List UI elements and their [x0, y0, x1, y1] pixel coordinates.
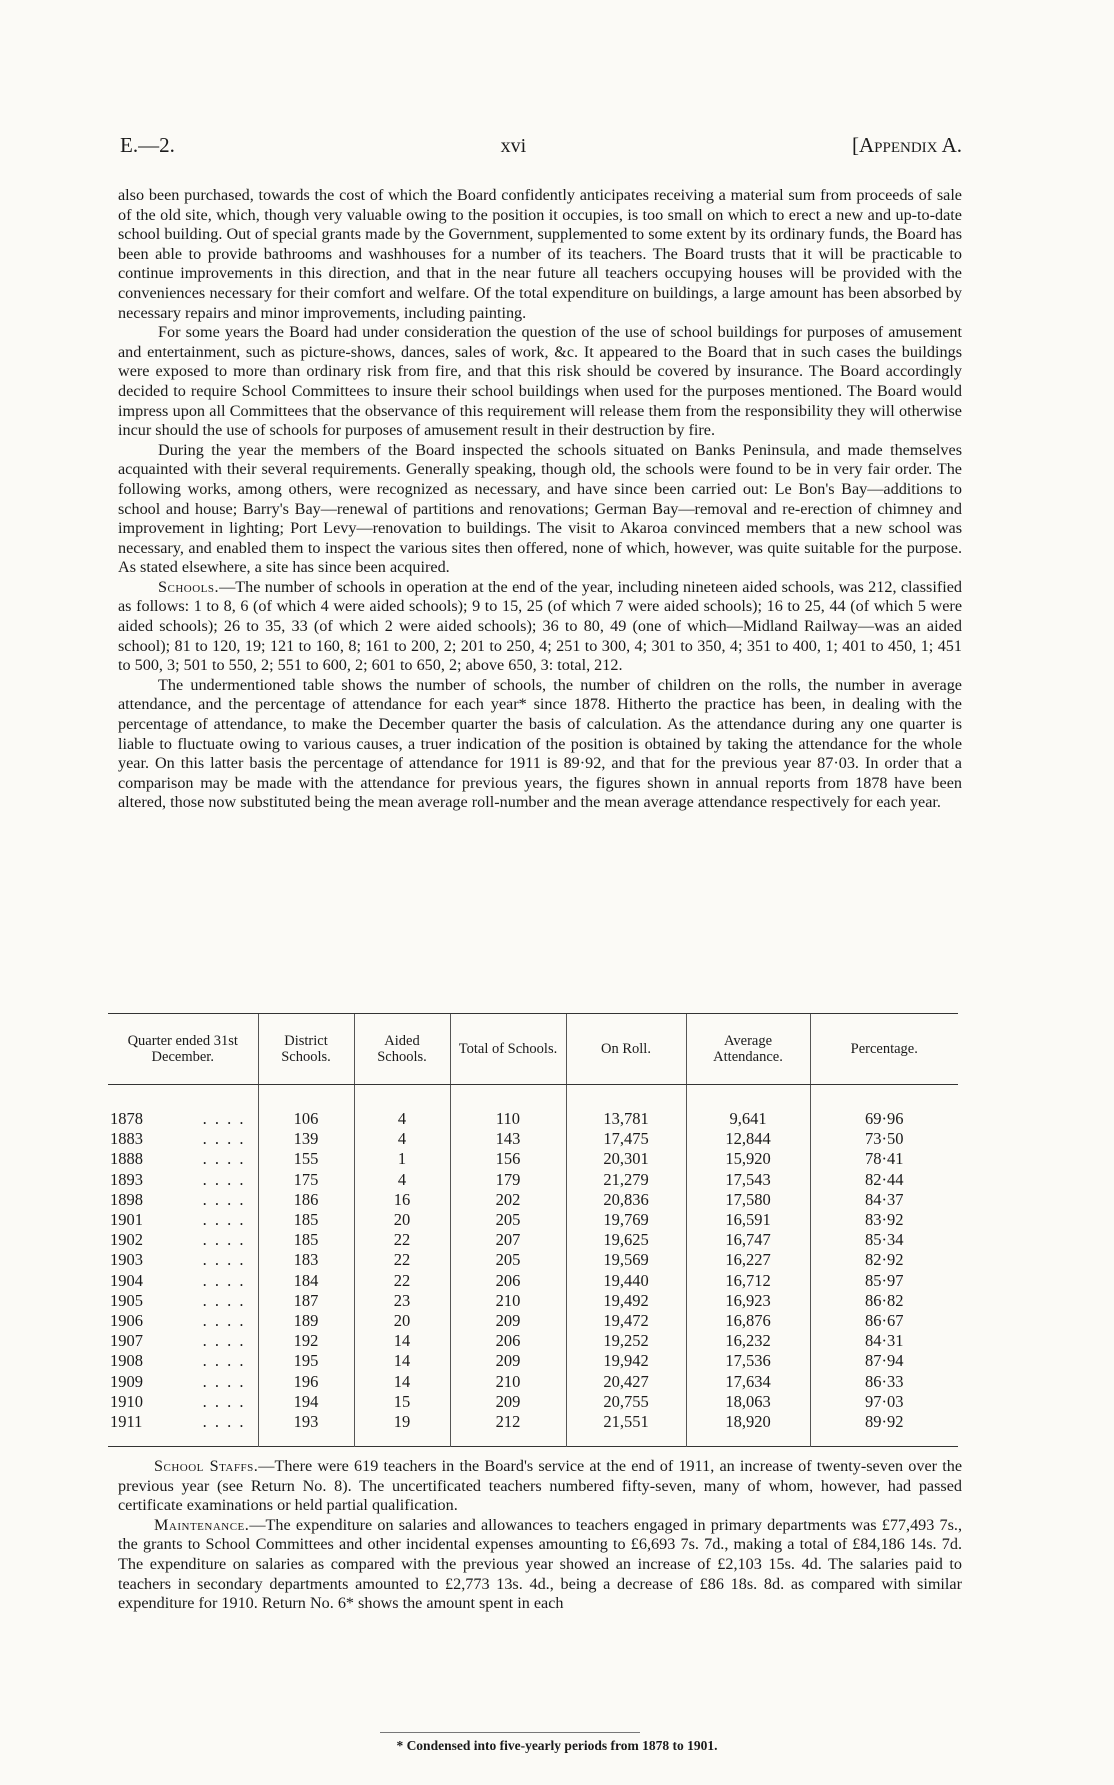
attendance-cell: 16,591 [686, 1210, 810, 1230]
year-label: 1906 [110, 1311, 143, 1331]
attendance-table-wrap [108, 1013, 958, 1447]
percentage-cell: 82·92 [810, 1250, 958, 1270]
leader-dots: . . . . [202, 1331, 246, 1351]
year-cell [108, 1392, 258, 1412]
attendance-cell: 16,747 [686, 1230, 810, 1250]
table-row [108, 1109, 958, 1129]
total-cell: 206 [450, 1271, 566, 1291]
leader-dots: . . . . [202, 1351, 246, 1371]
percentage-cell: 83·92 [810, 1210, 958, 1230]
total-cell: 209 [450, 1311, 566, 1331]
schools-heading: Schools. [158, 577, 220, 596]
year-cell [108, 1149, 258, 1169]
leader-dots: . . . . [202, 1250, 246, 1270]
attendance-cell: 12,844 [686, 1129, 810, 1149]
district-cell: 139 [258, 1129, 354, 1149]
percentage-cell: 86·33 [810, 1372, 958, 1392]
year-cell [108, 1109, 258, 1129]
district-cell: 186 [258, 1190, 354, 1210]
attendance-cell: 17,634 [686, 1372, 810, 1392]
year-label: 1883 [110, 1129, 143, 1149]
total-cell: 209 [450, 1351, 566, 1371]
staffs-text: —There were 619 teachers in the Board's service at the end of 1911, an increase of twenty-seven over the previous year (see Return No. 8). The uncertificated teachers numbered fifty-seven, many of whom, however, had passed certificate examinations or held partial qualification. [118, 1457, 963, 1515]
table-body [108, 1085, 958, 1447]
year-label: 1902 [110, 1230, 143, 1250]
leader-dots: . . . . [202, 1230, 246, 1250]
year-cell [108, 1210, 258, 1230]
percentage-cell: 97·03 [810, 1392, 958, 1412]
year-cell [108, 1311, 258, 1331]
col-header-percentage: Percentage. [810, 1014, 958, 1085]
percentage-cell: 82·44 [810, 1170, 958, 1190]
paragraph-schools [118, 578, 962, 676]
attendance-cell: 16,227 [686, 1250, 810, 1270]
year-cell [108, 1129, 258, 1149]
maintenance-heading: Maintenance. [154, 1515, 250, 1534]
percentage-cell: 89·92 [810, 1412, 958, 1447]
year-label: 1911 [110, 1412, 143, 1432]
roll-cell: 21,551 [566, 1412, 686, 1447]
total-cell: 205 [450, 1210, 566, 1230]
roll-cell: 19,569 [566, 1250, 686, 1270]
paragraph-insurance: For some years the Board had under consideration the question of the use of school buildings for purposes of amusement and entertainment, such as picture-shows, dances, sales of work, &c. It appeared to the Board that in such cases the buildings were exposed to more than ordinary risk from fire, and that this risk should be covered by insurance. The Board accordingly decided to require School Committees to insure their school buildings when used for the purposes mentioned. The Board would impress upon all Committees that the observance of this requirement will release them from the responsibility they will otherwise incur should the use of schools for purposes of amusement result in their destruction by fire. [118, 323, 962, 440]
table-row [108, 1250, 958, 1270]
district-cell: 175 [258, 1170, 354, 1190]
leader-dots: . . . . [202, 1129, 246, 1149]
total-cell: 210 [450, 1291, 566, 1311]
year-cell [108, 1351, 258, 1371]
year-label: 1893 [110, 1169, 143, 1189]
district-cell: 184 [258, 1271, 354, 1291]
leader-dots: . . . . [202, 1189, 246, 1209]
attendance-cell: 16,923 [686, 1291, 810, 1311]
percentage-cell: 69·96 [810, 1109, 958, 1129]
roll-cell: 19,472 [566, 1311, 686, 1331]
attendance-cell: 17,580 [686, 1190, 810, 1210]
paragraph-table-intro: The undermentioned table shows the number of schools, the number of children on the rolls, the number in average attendance, and the percentage of attendance for each year* since 1878. Hitherto the practice has been, in dealing with the percentage of attendance, to make the December quarter the basis of calculation. As the attendance during any one quarter is liable to fluctuate owing to various causes, a truer indication of the position is obtained by taking the attendance for the whole year. On this latter basis the percentage of attendance for 1911 is 89·92, and that for the previous year 87·03. In order that a comparison may be made with the attendance for previous years, the figures shown in annual reports from 1878 have been altered, those now substituted being the mean average roll-number and the mean average attendance respectively for each year. [118, 675, 962, 812]
roll-cell: 19,440 [566, 1271, 686, 1291]
leader-dots: . . . . [202, 1290, 246, 1310]
roll-cell: 13,781 [566, 1109, 686, 1129]
year-label: 1904 [110, 1270, 143, 1290]
total-cell: 156 [450, 1149, 566, 1169]
year-label: 1909 [110, 1371, 143, 1391]
year-label: 1907 [110, 1331, 143, 1351]
staffs-heading: School Staffs. [154, 1457, 259, 1475]
district-cell: 194 [258, 1392, 354, 1412]
percentage-cell: 86·82 [810, 1291, 958, 1311]
table-row [108, 1392, 958, 1412]
aided-cell: 23 [354, 1291, 450, 1311]
district-cell: 193 [258, 1412, 354, 1447]
aided-cell: 1 [354, 1149, 450, 1169]
page-number: xvi [500, 135, 527, 157]
aided-cell: 22 [354, 1230, 450, 1250]
table-row [108, 1149, 958, 1169]
footnote: * Condensed into five-yearly periods from 1878 to 1901. [396, 1738, 718, 1753]
year-label: 1878 [110, 1109, 143, 1128]
year-label: 1898 [110, 1189, 143, 1209]
year-cell [108, 1331, 258, 1351]
total-cell: 110 [450, 1109, 566, 1129]
attendance-cell: 18,920 [686, 1412, 810, 1447]
percentage-cell: 86·67 [810, 1311, 958, 1331]
year-cell [108, 1291, 258, 1311]
schools-text: —The number of schools in operation at the end of the year, including nineteen aided schools, was 212, classified as follows: 1 to 8, 6 (of which 4 were aided schools); 9 to 15, 25 (of which 7 were aided schools); 16 to 25, 44 (of which 5 were aided schools); 26 to 35, 33 (of which 2 were aided schools); 36 to 80, 49 (one of which—Midland Railway—was an aided school); 81 to 120, 19; 121 to 160, 8; 161 to 200, 2; 201 to 250, 4; 251 to 300, 4; 301 to 350, 4; 351 to 400, 1; 401 to 450, 1; 451 to 500, 3; 501 to 550, 2; 551 to 600, 2; 601 to 650, 2; above 650, 3: total, 212. [118, 577, 962, 675]
total-cell: 212 [450, 1412, 566, 1447]
paragraph-banks-peninsula: During the year the members of the Board inspected the schools situated on Banks Peninsula, and made themselves acquainted with their several requirements. Generally speaking, though old, the schools were found to be in very fair order. The following works, among others, were recognized as necessary, and have since been carried out: Le Bon's Bay—additions to school and house; Barry's Bay—renewal of partitions and renovations; German Bay—removal and re-erection of chimney and improvement in lighting; Port Levy—renovation to buildings. The visit to Akaroa convinced members that a new school was necessary, and enabled them to inspect the various sites then offered, none of which, however, was quite suitable for the purpose. As stated elsewhere, a site has since been acquired. [118, 440, 962, 577]
district-cell: 189 [258, 1311, 354, 1331]
table-row [108, 1170, 958, 1190]
attendance-cell: 17,543 [686, 1170, 810, 1190]
year-label: 1888 [110, 1149, 143, 1169]
district-cell: 106 [258, 1109, 354, 1129]
year-label: 1910 [110, 1391, 143, 1411]
year-label: 1901 [110, 1210, 143, 1230]
attendance-cell: 16,232 [686, 1331, 810, 1351]
year-cell [108, 1250, 258, 1270]
roll-cell: 21,279 [566, 1170, 686, 1190]
percentage-cell: 85·97 [810, 1271, 958, 1291]
roll-cell: 20,427 [566, 1372, 686, 1392]
col-header-aided: Aided Schools. [354, 1014, 450, 1085]
district-cell: 185 [258, 1210, 354, 1230]
year-cell [108, 1190, 258, 1210]
leader-dots: . . . . [202, 1169, 246, 1189]
district-cell: 155 [258, 1149, 354, 1169]
roll-cell: 19,942 [566, 1351, 686, 1371]
year-cell [108, 1230, 258, 1250]
percentage-cell: 87·94 [810, 1351, 958, 1371]
roll-cell: 19,769 [566, 1210, 686, 1230]
table-row [108, 1190, 958, 1210]
percentage-cell: 78·41 [810, 1149, 958, 1169]
leader-dots: . . . . [202, 1391, 246, 1411]
district-cell: 192 [258, 1331, 354, 1351]
body-text-lower [118, 1457, 962, 1614]
attendance-cell: 16,712 [686, 1271, 810, 1291]
district-cell: 185 [258, 1230, 354, 1250]
total-cell: 206 [450, 1331, 566, 1351]
aided-cell: 20 [354, 1210, 450, 1230]
total-cell: 207 [450, 1230, 566, 1250]
percentage-cell: 73·50 [810, 1129, 958, 1149]
roll-cell: 19,625 [566, 1230, 686, 1250]
roll-cell: 17,475 [566, 1129, 686, 1149]
table-row [108, 1271, 958, 1291]
table-row [108, 1210, 958, 1230]
district-cell: 183 [258, 1250, 354, 1270]
leader-dots: . . . . [202, 1149, 246, 1169]
year-cell [108, 1170, 258, 1190]
table-row [108, 1351, 958, 1371]
table-row [108, 1291, 958, 1311]
aided-cell: 22 [354, 1271, 450, 1291]
year-cell [108, 1271, 258, 1291]
leader-dots: . . . . [202, 1412, 246, 1432]
attendance-cell: 17,536 [686, 1351, 810, 1371]
roll-cell: 19,252 [566, 1331, 686, 1351]
table-row [108, 1230, 958, 1250]
roll-cell: 20,301 [566, 1149, 686, 1169]
year-label: 1908 [110, 1351, 143, 1371]
total-cell: 205 [450, 1250, 566, 1270]
table-header-row [108, 1014, 958, 1085]
aided-cell: 4 [354, 1129, 450, 1149]
aided-cell: 4 [354, 1170, 450, 1190]
footnote-rule [380, 1732, 640, 1733]
aided-cell: 14 [354, 1351, 450, 1371]
body-text-upper [118, 186, 962, 813]
leader-dots: . . . . [202, 1270, 246, 1290]
total-cell: 143 [450, 1129, 566, 1149]
percentage-cell: 84·37 [810, 1190, 958, 1210]
maintenance-text: —The expenditure on salaries and allowances to teachers engaged in primary departments was £77,493 7s., the grants to School Committees and other incidental expenses amounting to £6,693 7s. 7d., making a total of £84,186 14s. 7d. The expenditure on salaries as compared with the previous year showed an increase of £2,103 15s. 4d. The salaries paid to teachers in secondary departments amounted to £2,773 13s. 4d., being a decrease of £86 18s. 8d. as compared with similar expenditure for 1910. Return No. 6* shows the amount spent in each [118, 1515, 962, 1613]
year-cell [108, 1372, 258, 1392]
attendance-cell: 9,641 [686, 1109, 810, 1129]
district-cell: 196 [258, 1372, 354, 1392]
roll-cell: 19,492 [566, 1291, 686, 1311]
paragraph-maintenance [118, 1516, 962, 1614]
total-cell: 210 [450, 1372, 566, 1392]
attendance-table [108, 1013, 958, 1447]
attendance-cell: 16,876 [686, 1311, 810, 1331]
aided-cell: 15 [354, 1392, 450, 1412]
district-cell: 187 [258, 1291, 354, 1311]
table-row [108, 1331, 958, 1351]
percentage-cell: 85·34 [810, 1230, 958, 1250]
table-row [108, 1412, 958, 1447]
roll-cell: 20,755 [566, 1392, 686, 1412]
table-row [108, 1372, 958, 1392]
report-code: E.—2. [120, 133, 175, 157]
leader-dots: . . . . [202, 1371, 246, 1391]
attendance-cell: 18,063 [686, 1392, 810, 1412]
year-label: 1903 [110, 1250, 143, 1270]
total-cell: 202 [450, 1190, 566, 1210]
aided-cell: 19 [354, 1412, 450, 1447]
col-header-attendance: Average Attendance. [686, 1014, 810, 1085]
leader-dots: . . . . [202, 1109, 246, 1128]
aided-cell: 22 [354, 1250, 450, 1270]
attendance-cell: 15,920 [686, 1149, 810, 1169]
year-label: 1905 [110, 1290, 143, 1310]
percentage-cell: 84·31 [810, 1331, 958, 1351]
table-row [108, 1311, 958, 1331]
paragraph-buildings: also been purchased, towards the cost of which the Board confidently anticipates receiving a material sum from proceeds of sale of the old site, which, though very valuable owing to the position it occupies, is too small on which to erect a new and up-to-date school building. Out of special grants made by the Government, supplemented to some extent by its ordinary funds, the Board has been able to provide bathrooms and washhouses for a number of its teachers. The Board trusts that it will be practicable to continue improvements in this direction, and that in the near future all teachers occupying houses will be provided with the conveniences necessary for their comfort and welfare. Of the total expenditure on buildings, a large amount has been absorbed by necessary repairs and minor improvements, including painting. [118, 186, 962, 322]
total-cell: 179 [450, 1170, 566, 1190]
aided-cell: 16 [354, 1190, 450, 1210]
col-header-total: Total of Schools. [450, 1014, 566, 1085]
year-cell [108, 1412, 258, 1447]
paragraph-staffs [118, 1457, 962, 1516]
col-header-roll: On Roll. [566, 1014, 686, 1085]
aided-cell: 14 [354, 1331, 450, 1351]
district-cell: 195 [258, 1351, 354, 1371]
leader-dots: . . . . [202, 1311, 246, 1331]
table-row [108, 1129, 958, 1149]
aided-cell: 20 [354, 1311, 450, 1331]
leader-dots: . . . . [202, 1210, 246, 1230]
page-header [120, 133, 962, 158]
col-header-district: District Schools. [258, 1014, 354, 1085]
table-spacer-row [108, 1085, 958, 1110]
total-cell: 209 [450, 1392, 566, 1412]
roll-cell: 20,836 [566, 1190, 686, 1210]
aided-cell: 14 [354, 1372, 450, 1392]
col-header-quarter: Quarter ended 31st December. [108, 1014, 258, 1085]
appendix-label: [Appendix A. [851, 133, 962, 157]
aided-cell: 4 [354, 1109, 450, 1129]
